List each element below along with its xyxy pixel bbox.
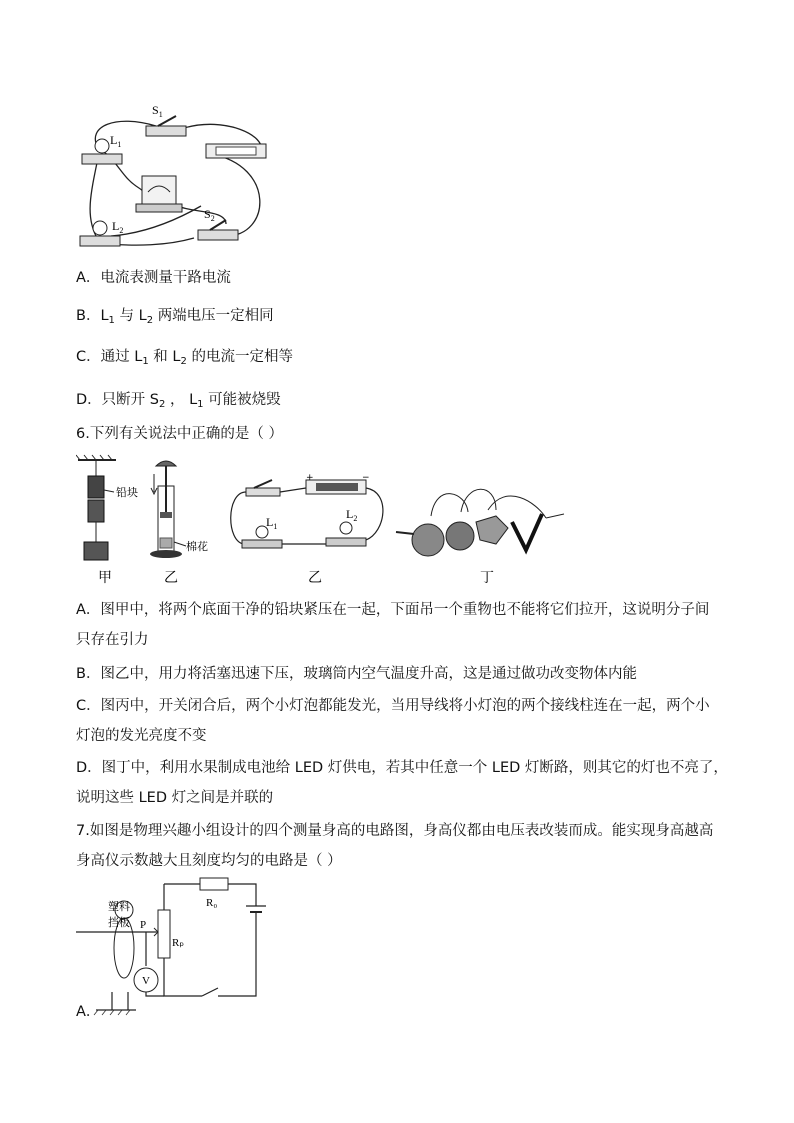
q7-option-a-circuit [76, 872, 276, 1022]
q5-option-b: B．$L_1$ 与 $L_2$ 两端电压一定相同 [76, 308, 274, 326]
label-p: P [140, 919, 147, 931]
q6-option-d-line2: 说明这些 LED 灯之间是并联的 [76, 790, 274, 806]
figure-yi [150, 461, 208, 586]
label-bing-l2: $L_2$ [346, 507, 358, 523]
q6-option-b: B．图乙中，用力将活塞迅速下压，玻璃筒内空气温度升高，这是通过做功改变物体内能 [76, 666, 637, 682]
label-l1: $L_1$ [110, 133, 122, 149]
q6-option-a-line1: A．图甲中，将两个底面干净的铅块紧压在一起，下面吊一个重物也不能将它们拉开，这说明分子间 [76, 602, 710, 618]
label-s1: $S_1$ [152, 103, 163, 119]
figure-ding [396, 489, 564, 586]
q5-option-d: D．只断开 $S_2$ ， $L_1$ 可能被烧毁 [76, 392, 281, 410]
figure-bing [231, 473, 383, 586]
q6-option-c-line2: 灯泡的发光亮度不变 [76, 728, 207, 744]
label-plastic-1: 塑料 [108, 900, 130, 913]
q6-option-c-line1: C．图丙中，开关闭合后，两个小灯泡都能发光，当用导线将小灯泡的两个接线柱连在一起，两个小 [76, 698, 710, 714]
q5-option-a: A．电流表测量干路电流 [76, 270, 231, 286]
q6-option-a-line2: 只存在引力 [76, 632, 149, 648]
caption-yi: 乙 [164, 570, 178, 586]
label-s2: $S_2$ [204, 207, 215, 223]
q7-stem-line2: 身高仪示数越大且刻度均匀的电路是（ ） [76, 853, 342, 869]
q5-option-c: C．通过 $L_1$ 和 $L_2$ 的电流一定相等 [76, 349, 293, 367]
q7-option-a-label: A． [76, 1004, 101, 1020]
label-l2: $L_2$ [112, 219, 124, 235]
svg-text:+: + [306, 473, 314, 483]
label-bing-l1: $L_1$ [266, 515, 278, 531]
label-rp: Rₚ [172, 937, 185, 949]
figure-jia [76, 455, 138, 586]
q7-stem-line1: 7.如图是物理兴趣小组设计的四个测量身高的电路图，身高仪都由电压表改装而成。能实现身高越高 [76, 823, 714, 839]
caption-jia: 甲 [98, 570, 112, 586]
q6-stem: 6.下列有关说法中正确的是（ ） [76, 426, 283, 442]
label-lead-block: 铅块 [116, 486, 138, 499]
label-r0: R₀ [206, 897, 218, 909]
label-voltmeter: V [142, 975, 150, 987]
q6-option-d-line1: D．图丁中，利用水果制成电池给 LED 灯供电，若其中任意一个 LED 灯断路，则其它的灯也不亮了， [76, 760, 728, 776]
caption-ding: 丁 [480, 570, 494, 586]
label-plastic-2: 挡板 [108, 916, 130, 929]
label-cotton: 棉花 [186, 540, 208, 553]
svg-text:−: − [362, 473, 370, 483]
caption-bing: 乙 [308, 570, 322, 586]
circuit-figure-q5 [76, 96, 276, 256]
q6-figures [76, 452, 576, 588]
